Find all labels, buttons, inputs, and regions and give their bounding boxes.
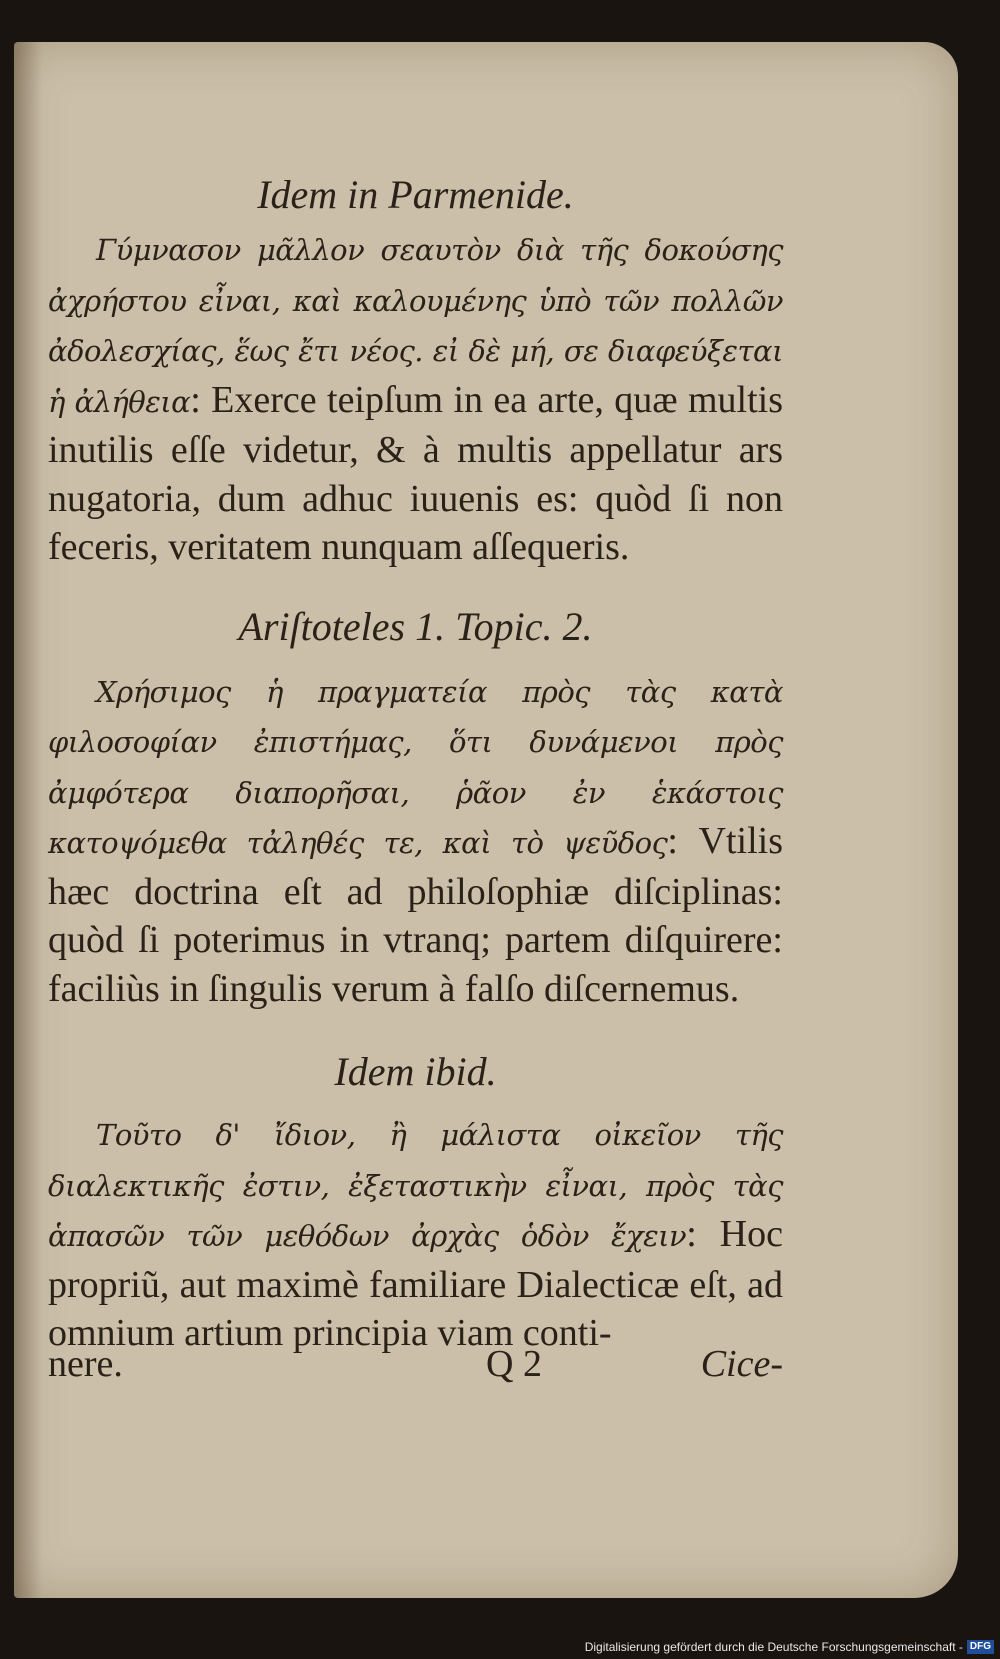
paragraph-1: [48, 224, 783, 572]
greek-quote-3: Τοῦτο δ' ἴδιον, ἢ μάλιστα οἰκεῖον τῆς διαλεκτικῆς ἐστιν, ἐξεταστικὴν εἶναι, πρὸς τὰς ἁπασῶν τῶν μεθόδων ἀρχὰς ὁδὸν ἔχειν: [48, 1118, 783, 1253]
final-word: nere.: [48, 1343, 123, 1385]
section-heading-idem-ibid: Idem ibid.: [334, 1049, 497, 1094]
page-footer: [48, 1342, 783, 1392]
latin-translation-3: : Hoc propriũ, aut maximè familiare Dialecticæ eſt, ad omnium artium principia viam conti-: [48, 1213, 783, 1354]
paragraph-3: [48, 1109, 783, 1358]
section-heading-parmenides: Idem in Parmenide.: [257, 172, 574, 217]
paragraph-2: [48, 666, 783, 1014]
latin-translation-1: : Exerce teipſum in ea arte, quæ multis inutilis eſſe videtur, & à multis appellatur ars nugatoria, dum adhuc iuuenis es: quòd ſi non feceris, veritatem nunquam aſſequeris.: [48, 378, 783, 568]
book-page: [14, 42, 958, 1598]
section-heading-aristotle-topics: Ariſtoteles 1. Topic. 2.: [238, 603, 593, 649]
greek-quote-1: Γύμνασον μᾶλλον σεαυτὸν διὰ τῆς δοκούσης ἀχρήστου εἶναι, καὶ καλουμένης ὑπὸ τῶν πολλῶν ἀδολεσχίας, ἕως ἔτι νέος. εἰ δὲ μή, σε διαφεύξεται ἡ ἀλήθεια: [48, 233, 783, 419]
digitization-credit: [585, 1638, 994, 1656]
credit-text: Digitalisierung gefördert durch die Deutsche Forschungsgemeinschaft -: [584, 1640, 963, 1654]
greek-quote-2: Χρήσιμος ἡ πραγματεία πρὸς τὰς κατὰ φιλοσοφίαν ἐπιστήμας, ὅτι δυνάμενοι πρὸς ἀμφότερα διαπορῆσαι, ῥᾶον ἐν ἑκάστοις κατοψόμεθα τἀληθές τε, καὶ τὸ ψεῦδος: [48, 674, 783, 860]
latin-translation-2: : Vtilis hæc doctrina eſt ad philoſophiæ diſciplinas: quòd ſi poterimus in vtranq; partem diſquirere: faciliùs in ſingulis verum à falſo diſcernemus.: [48, 820, 783, 1010]
dfg-logo-icon: DFG: [967, 1640, 994, 1654]
signature-mark: Q 2: [486, 1343, 542, 1385]
catchword: Cice-: [700, 1343, 783, 1385]
page-text: [48, 126, 783, 1358]
